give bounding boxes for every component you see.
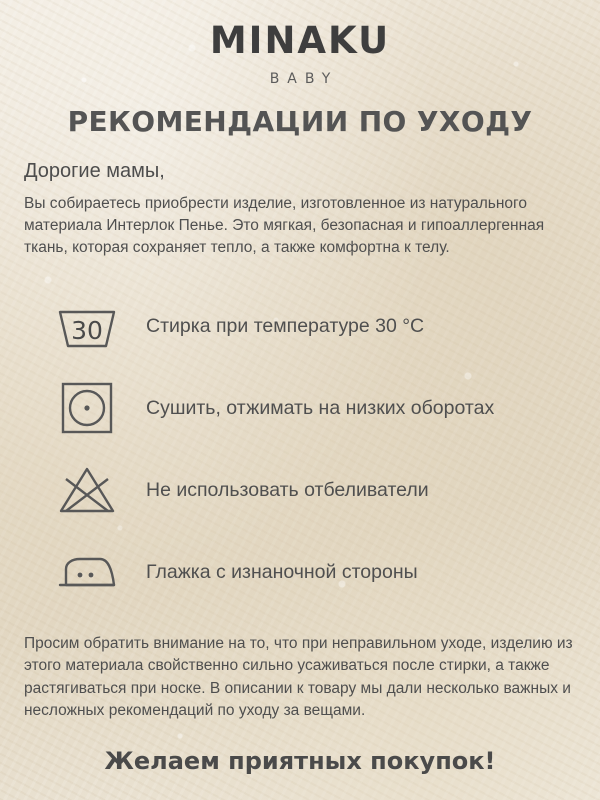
care-label: Не использовать отбеливатели: [146, 478, 429, 501]
care-label: Сушить, отжимать на низких оборотах: [146, 396, 495, 419]
care-row: [50, 531, 578, 613]
intro-paragraph: Вы собираетесь приобрести изделие, изготовленное из натурального материала Интерлок Пенье. Это мягкая, безопасная и гипоаллергенная ткань, которая сохраняет тепло, а также комфортна к телу.: [24, 195, 545, 256]
closing-text: Желаем приятных покупок!: [104, 746, 496, 775]
tumble-dry-low-icon: [50, 380, 124, 436]
do-not-bleach-icon: [50, 465, 124, 515]
care-row: [50, 285, 578, 367]
care-row: [50, 367, 578, 449]
svg-text:30: 30: [71, 316, 103, 345]
care-symbols-list: [22, 285, 578, 613]
brand-header: [0, 0, 600, 87]
care-label: Глажка с изнаночной стороны: [146, 560, 418, 583]
content-area: [0, 160, 600, 775]
page-title: РЕКОМЕНДАЦИИ ПО УХОДУ: [67, 105, 533, 138]
wash-30-icon: [50, 302, 124, 350]
iron-icon: [50, 551, 124, 593]
brand-subtitle: BABY: [269, 71, 339, 87]
brand-name: MINAKU: [209, 19, 391, 62]
care-row: [50, 449, 578, 531]
greeting-text: Дорогие мамы,: [24, 160, 165, 182]
outro-paragraph: Просим обратить внимание на то, что при неправильном уходе, изделию из этого материала свойственно сильно усаживаться после стирки, а также растягиваться при носке. В описании к товару мы дали несколько важных и несложных рекомендаций по уходу за вещами.: [24, 635, 573, 720]
care-label: Стирка при температуре 30 °C: [146, 314, 425, 337]
